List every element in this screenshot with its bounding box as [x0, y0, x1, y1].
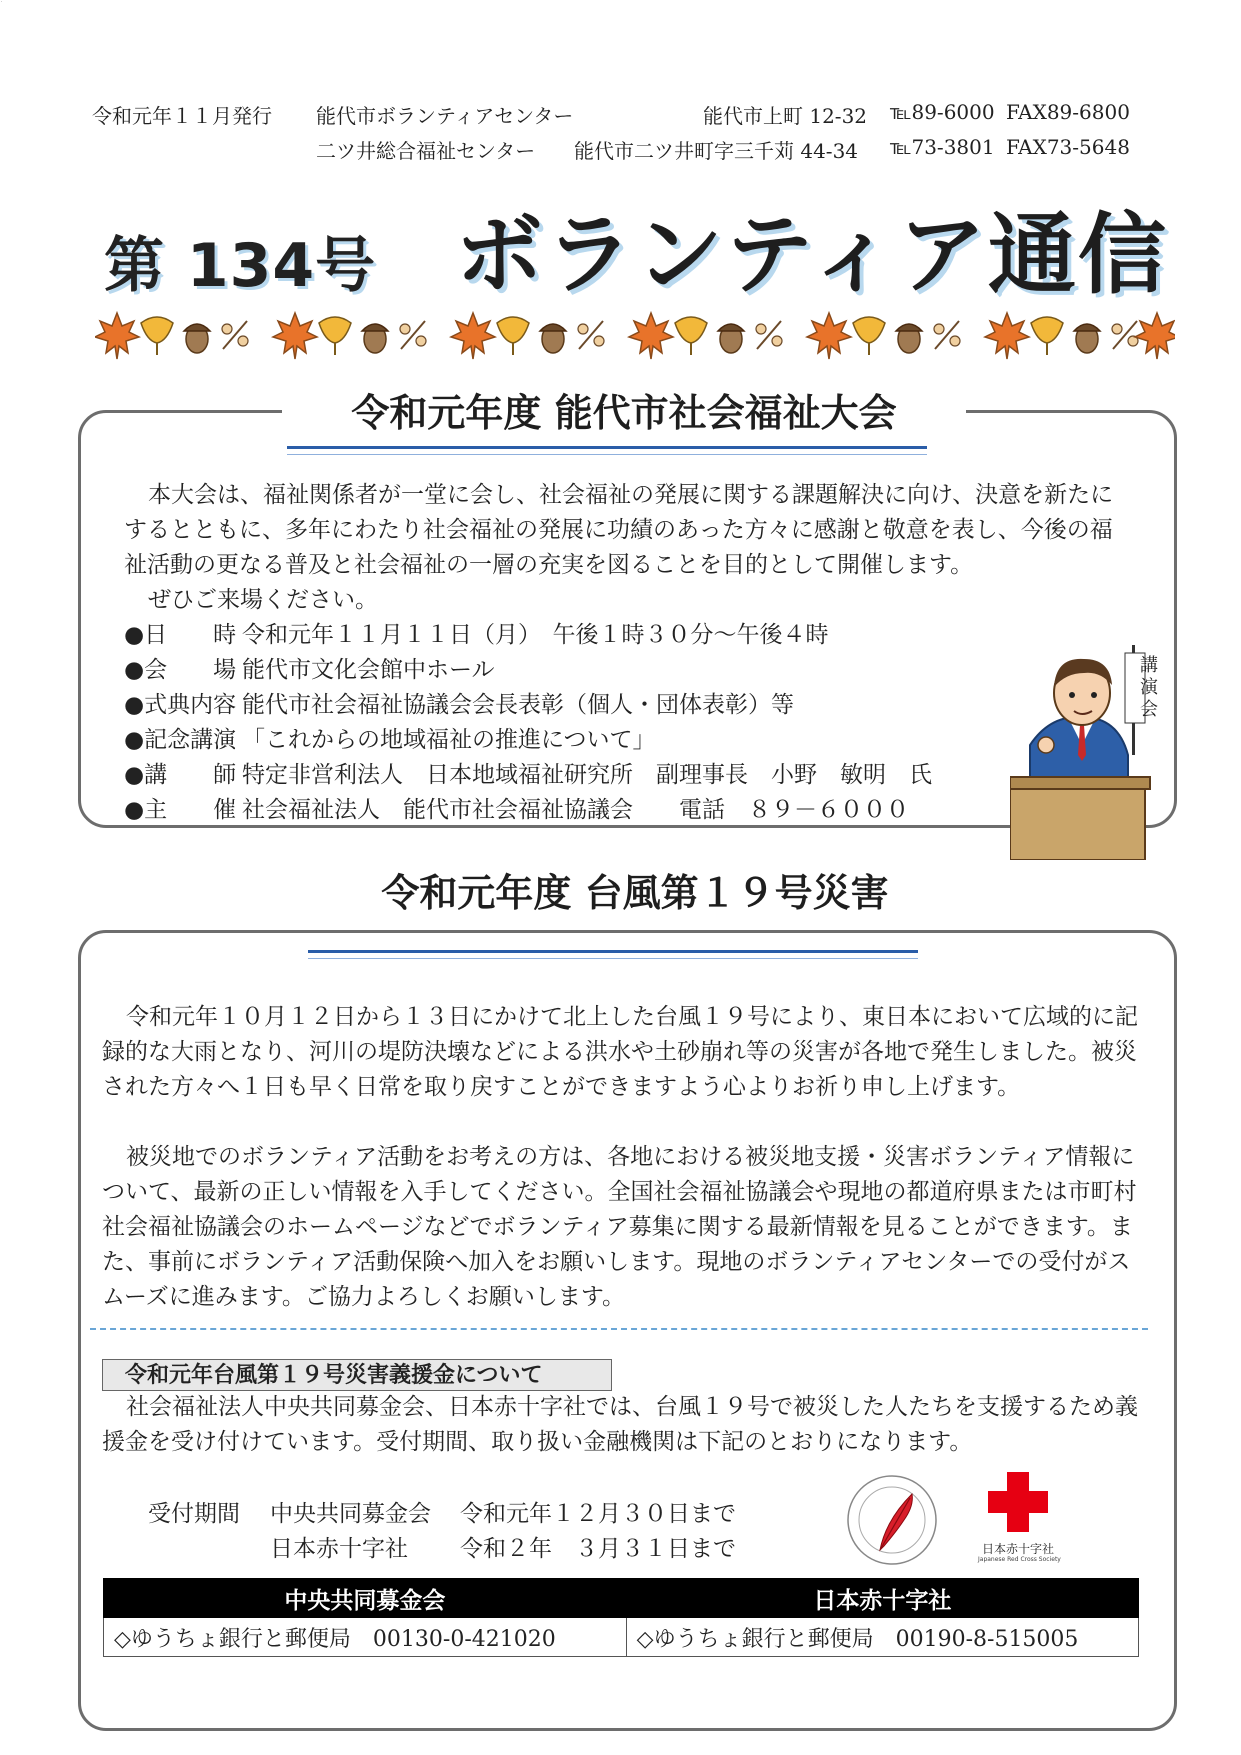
center1-name: 能代市ボランティアセンター — [316, 104, 574, 128]
center2-fax: FAX73-5648 — [1006, 135, 1130, 159]
red-feather-logo-text: じ — [1, 1, 2, 2]
center2-tel: ℡73-3801 — [890, 135, 995, 159]
table-header-cell: 日本赤十字社 — [626, 1579, 1138, 1618]
red-cross-icon — [985, 1470, 1051, 1534]
table-header-cell: 中央共同募金会 — [104, 1579, 627, 1618]
speaker-illustration — [1010, 645, 1160, 860]
detail-datetime — [124, 618, 932, 653]
detail-label: ●記念講演 — [124, 727, 237, 753]
detail-label: ●会 場 — [124, 657, 237, 683]
convention-invite: ぜひご来場ください。 — [148, 587, 378, 613]
center1-tel: ℡89-6000 — [890, 100, 995, 124]
center2-address: 能代市二ツ井町字三千苅 44-34 — [574, 139, 859, 163]
convention-details — [124, 618, 932, 828]
detail-label: ●日 時 — [124, 622, 237, 648]
detail-value: 社会福祉法人 能代市社会福祉協議会 電話 ８９－６０００ — [242, 797, 909, 823]
detail-label: ●主 催 — [124, 797, 237, 823]
donation-text: 社会福祉法人中央共同募金会、日本赤十字社では、台風１９号で被災した人たちを支援するため義援金を受け付けています。受付期間、取り扱い金融機関は下記のとおりになります。 — [102, 1394, 1138, 1455]
donation-accounts-table — [103, 1578, 1139, 1657]
period-until-2: 令和２年 ３月３１日まで — [460, 1536, 736, 1562]
detail-value: 能代市文化会館中ホール — [242, 657, 495, 683]
red-feather-logo — [840, 1470, 950, 1568]
detail-label: ●式典内容 — [124, 692, 237, 718]
speaker-sign-text: 講演会 — [1140, 655, 1158, 720]
center1-fax: FAX89-6800 — [1006, 100, 1130, 124]
period-label: 受付期間 — [148, 1501, 240, 1527]
detail-lecture — [124, 723, 932, 758]
typhoon-paragraph-2: 被災地でのボランティア活動をお考えの方は、各地における被災地支援・災害ボランティア情報について、最新の正しい情報を入手してください。全国社会福祉協議会や現地の都道府県または市町村社会福祉協議会のホームページなどでボランティア募集に関する最新情報を見ることができます。また、事前にボランティア活動保険へ加入をお願いします。現地のボランティアセンターでの受付がスムーズに進みます。ご協力よろしくお願いします。 — [102, 1144, 1137, 1310]
detail-lecturer — [124, 758, 932, 793]
detail-ceremony — [124, 688, 932, 723]
newsletter-title: ボランティア通信 — [455, 203, 1168, 306]
detail-venue — [124, 653, 932, 688]
autumn-leaves-decoration — [95, 305, 1175, 365]
detail-value: 「これからの地域福祉の推進について」 — [242, 727, 656, 753]
detail-label: ●講 師 — [124, 762, 237, 788]
convention-heading-underline — [287, 446, 927, 455]
typhoon-paragraph-1: 令和元年１０月１２日から１３日にかけて北上した台風１９号により、東日本において広域的に記録的な大雨となり、河川の堤防決壊などによる洪水や土砂崩れ等の災害が各地で発生しました。被災された方々へ１日も早く日常を取り戻すことができますよう心よりお祈り申し上げます。 — [102, 1004, 1138, 1100]
typhoon-heading-underline — [308, 950, 918, 959]
detail-value: 令和元年１１月１１日（月） 午後１時３０分～午後４時 — [242, 622, 829, 648]
issue-date: 令和元年１１月発行 — [92, 104, 272, 128]
detail-value: 能代市社会福祉協議会会長表彰（個人・団体表彰）等 — [242, 692, 794, 718]
convention-heading: 令和元年度 能代市社会福祉大会 — [282, 384, 966, 442]
table-header-row — [104, 1579, 1139, 1618]
period-until-1: 令和元年１２月３０日まで — [460, 1501, 736, 1527]
detail-host — [124, 793, 932, 828]
detail-value: 特定非営利法人 日本地域福祉研究所 副理事長 小野 敏明 氏 — [242, 762, 932, 788]
table-cell: ◇ゆうちょ銀行と郵便局 00130-0-421020 — [104, 1618, 627, 1657]
red-cross-logo-text: 日本赤十字社 — [981, 1542, 1054, 1556]
section-divider — [90, 1328, 1148, 1330]
convention-intro: 本大会は、福祉関係者が一堂に会し、社会福祉の発展に関する課題解決に向け、決意を新たにするとともに、多年にわたり社会福祉の発展に功績のあった方々に感謝と敬意を表し、今後の福祉活動の更なる普及と社会福祉の一層の充実を図ることを目的として開催します。 — [124, 482, 1114, 578]
center2-name: 二ツ井総合福祉センター — [316, 139, 536, 163]
table-row — [104, 1618, 1139, 1657]
typhoon-heading: 令和元年度 台風第１９号災害 — [308, 865, 962, 921]
period-org-2: 日本赤十字社 — [270, 1536, 408, 1562]
donation-heading: 令和元年台風第１９号災害義援金について — [102, 1359, 612, 1391]
period-org-1: 中央共同募金会 — [270, 1501, 431, 1527]
table-cell: ◇ゆうちょ銀行と郵便局 00190-8-515005 — [626, 1618, 1138, 1657]
center1-address: 能代市上町 12-32 — [703, 104, 868, 128]
red-cross-logo-subtext: Japanese Red Cross Society — [978, 1556, 1061, 1563]
issue-number: 第 134号 — [104, 231, 377, 301]
